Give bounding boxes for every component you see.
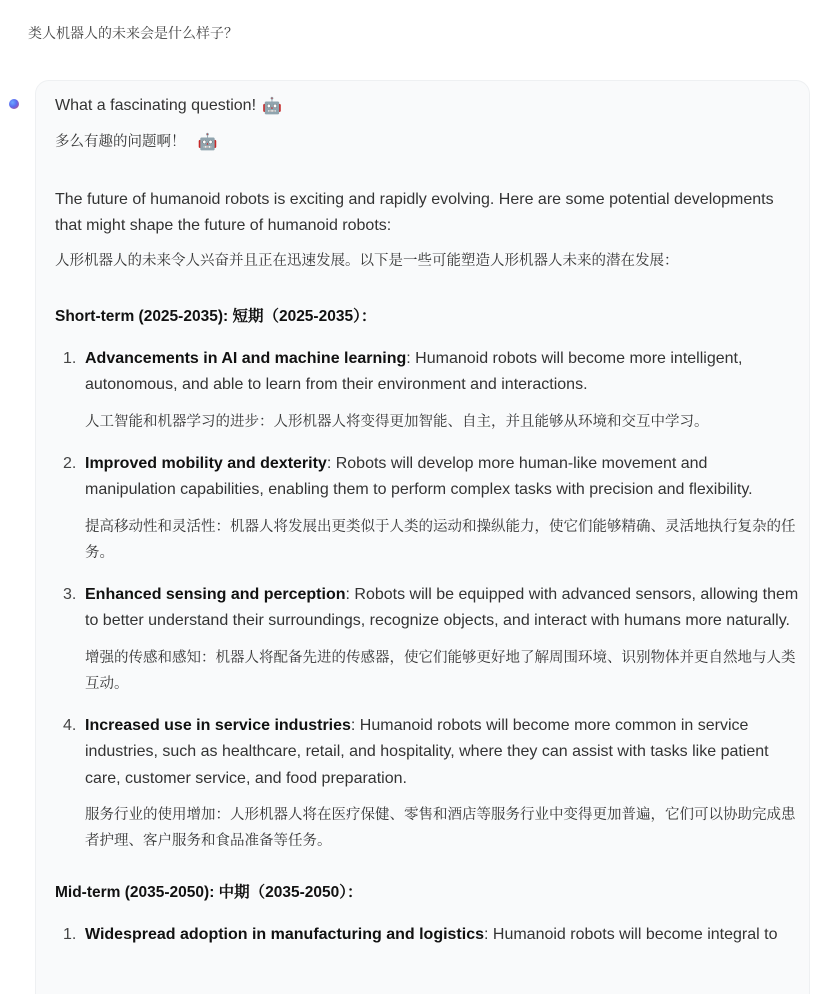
assistant-avatar-icon [9, 99, 19, 109]
assistant-message-content [55, 93, 800, 949]
mid-term-list [55, 922, 800, 949]
short-term-list [55, 346, 800, 855]
item-title: Improved mobility and dexterity [85, 454, 327, 472]
section-heading-short-term: Short-term (2025-2035): 短期（2025-2035）： [55, 307, 377, 325]
robot-emoji-icon: 🤖 [262, 96, 282, 115]
item-translation: 人工智能和机器学习的进步：人形机器人将变得更加智能、自主，并且能够从环境和交互中学习。 [85, 413, 709, 430]
item-translation: 提高移动性和灵活性：机器人将发展出更类似于人类的运动和操纵能力，使它们能够精确、灵活地执行复杂的任务。 [85, 518, 796, 561]
robot-emoji-icon: 🤖 [197, 131, 218, 151]
item-title: Widespread adoption in manufacturing and logistics [85, 926, 484, 943]
item-title: Increased use in service industries [85, 716, 351, 734]
intro-en: The future of humanoid robots is exciting and rapidly evolving. Here are some potential developments that might shape the future of humanoid robots: [55, 190, 774, 234]
item-translation: 服务行业的使用增加：人形机器人将在医疗保健、零售和酒店等服务行业中变得更加普遍，它们可以协助完成患者护理、客户服务和食品准备等任务。 [85, 807, 796, 849]
section-heading-mid-term: Mid-term (2035-2050): 中期（2035-2050）： [55, 884, 363, 901]
greeting-en: What a fascinating question! 🤖 [55, 93, 800, 120]
list-item: 1. Widespread adoption in manufacturing and logistics: Humanoid robots will become integral to [63, 926, 778, 943]
list-item: 4. Increased use in service industries: Humanoid robots will become more common in service industries, such as healthcare, retail, and hospitality, where they can assist with tasks like patient care, customer service, and food preparation. 服务行业的使用增加：人形机器人将在医疗保健、零售和酒店等服务行业中变得更加普遍，它们可以协助完成患者护理、客户服务和食品准备等任务。 [55, 713, 800, 855]
list-item: 3. Enhanced sensing and perception: Robots will be equipped with advanced sensors, allowing them to better understand their surroundings, recognize objects, and interact with humans more naturally. 增强的传感和感知：机器人将配备先进的传感器，使它们能够更好地了解周围环境、识别物体并更自然地与人类互动。 [55, 582, 800, 697]
item-title: Enhanced sensing and perception [85, 585, 346, 603]
greeting-zh: 多么有趣的问题啊！ 🤖 [55, 129, 800, 155]
list-item: 1. Advancements in AI and machine learning: Humanoid robots will become more intelligent, autonomous, and able to learn from their environment and interactions. 人工智能和机器学习的进步：人形机器人将变得更加智能、自主，并且能够从环境和交互中学习。 [55, 346, 800, 435]
item-title: Advancements in AI and machine learning [85, 349, 407, 367]
item-translation: 增强的传感和感知：机器人将配备先进的传感器，使它们能够更好地了解周围环境、识别物体并更自然地与人类互动。 [85, 649, 796, 692]
user-message: 类人机器人的未来会是什么样子？ [28, 25, 238, 41]
list-item: 2. Improved mobility and dexterity: Robots will develop more human-like movement and manipulation capabilities, enabling them to perform complex tasks with precision and flexibility. 提高移动性和灵活性：机器人将发展出更类似于人类的运动和操纵能力，使它们能够精确、灵活地执行复杂的任务。 [55, 451, 800, 566]
intro-zh: 人形机器人的未来令人兴奋并且正在迅速发展。以下是一些可能塑造人形机器人未来的潜在发展： [55, 252, 679, 269]
